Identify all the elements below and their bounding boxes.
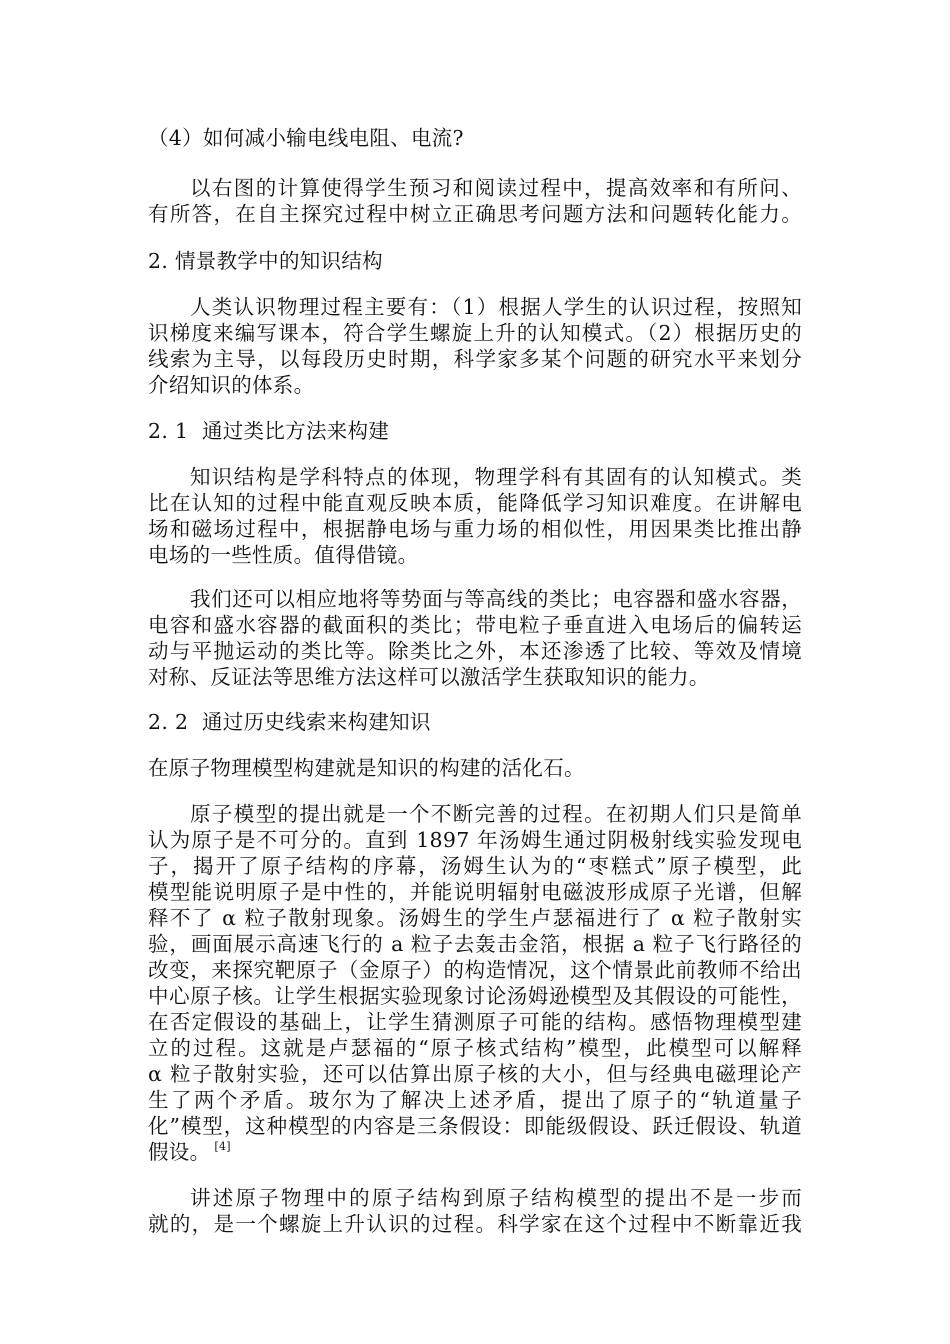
section-heading-2-1: 2. 1 通过类比方法来构建 <box>148 419 390 443</box>
paragraph-line: 电容和盛水容器的截面积的类比；带电粒子垂直进入电场后的偏转运 <box>148 613 802 637</box>
paragraph-line: 电场的一些性质。值得借镜。 <box>148 543 419 567</box>
paragraph-line: 释不了 α 粒子散射现象。汤姆生的学生卢瑟福进行了 α 粒子散射实 <box>148 906 802 930</box>
paragraph-line: 以右图的计算使得学生预习和阅读过程中，提高效率和有所问、 <box>190 176 802 200</box>
list-item-4: （4）如何减小输电线电阻、电流? <box>148 126 464 150</box>
paragraph-line: 对称、反证法等思维方法这样可以激活学生获取知识的能力。 <box>148 665 710 689</box>
paragraph-line: 在否定假设的基础上，让学生猜测原子可能的结构。感悟物理模型建 <box>148 1010 802 1034</box>
paragraph-line: 中心原子核。让学生根据实验现象讨论汤姆逊模型及其假设的可能性， <box>148 984 802 1008</box>
paragraph-line: 人类认识物理过程主要有：（1）根据人学生的认识过程，按照知 <box>190 295 802 319</box>
paragraph-line: 线索为主导，以每段历史时期，科学家多某个问题的研究水平来划分 <box>148 347 802 371</box>
citation-marker: [4] <box>214 1140 231 1153</box>
paragraph-line: 场和磁场过程中，根据静电场与重力场的相似性，用因果类比推出静 <box>148 517 802 541</box>
paragraph-line-last <box>148 1139 950 1169</box>
paragraph-line: 在原子物理模型构建就是知识的构建的活化石。 <box>148 756 585 780</box>
paragraph-line: 立的过程。这就是卢瑟福的“原子核式结构”模型，此模型可以解释 <box>148 1036 802 1060</box>
paragraph-line: 比在认知的过程中能直观反映本质，能降低学习知识难度。在讲解电 <box>148 491 802 515</box>
paragraph-line: 原子模型的提出就是一个不断完善的过程。在初期人们只是简单 <box>190 802 802 826</box>
paragraph-line: 验，画面展示高速飞行的 a 粒子去轰击金箔，根据 a 粒子飞行路径的 <box>148 932 802 956</box>
section-heading-2: 2. 情景教学中的知识结构 <box>148 249 383 273</box>
paragraph-line: 识梯度来编写课本，符合学生螺旋上升的认知模式。（2）根据历史的 <box>148 321 802 345</box>
paragraph-line: 就的，是一个螺旋上升认识的过程。科学家在这个过程中不断靠近我 <box>148 1212 802 1236</box>
paragraph-line: 改变，来探究靶原子（金原子）的构造情况，这个情景此前教师不给出 <box>148 958 802 982</box>
paragraph-line: 化”模型，这种模型的内容是三条假设：即能级假设、跃迁假设、轨道 <box>148 1114 802 1138</box>
paragraph-line: 动与平抛运动的类比等。除类比之外，本还渗透了比较、等效及情境 <box>148 639 802 663</box>
paragraph-line: 知识结构是学科特点的体现，物理学科有其固有的认知模式。类 <box>190 465 802 489</box>
paragraph-text: 假设。 <box>148 1140 211 1164</box>
paragraph-line: α 粒子散射实验，还可以估算出原子核的大小，但与经典电磁理论产 <box>148 1062 802 1086</box>
paragraph-line: 模型能说明原子是中性的，并能说明辐射电磁波形成原子光谱，但解 <box>148 880 802 904</box>
paragraph-line: 子，揭开了原子结构的序幕，汤姆生认为的“枣糕式”原子模型，此 <box>148 854 802 878</box>
paragraph-line: 介绍知识的体系。 <box>148 373 315 397</box>
paragraph-line: 认为原子是不可分的。直到 1897 年汤姆生通过阴极射线实验发现电 <box>148 828 802 852</box>
paragraph-line: 生了两个矛盾。玻尔为了解决上述矛盾，提出了原子的“轨道量子 <box>148 1088 802 1112</box>
paragraph-line: 有所答，在自主探究过程中树立正确思考问题方法和问题转化能力。 <box>148 202 802 226</box>
paragraph-line: 我们还可以相应地将等势面与等高线的类比；电容器和盛水容器， <box>190 587 802 611</box>
paragraph-line: 讲述原子物理中的原子结构到原子结构模型的提出不是一步而 <box>190 1186 802 1210</box>
section-heading-2-2: 2. 2 通过历史线索来构建知识 <box>148 710 431 734</box>
